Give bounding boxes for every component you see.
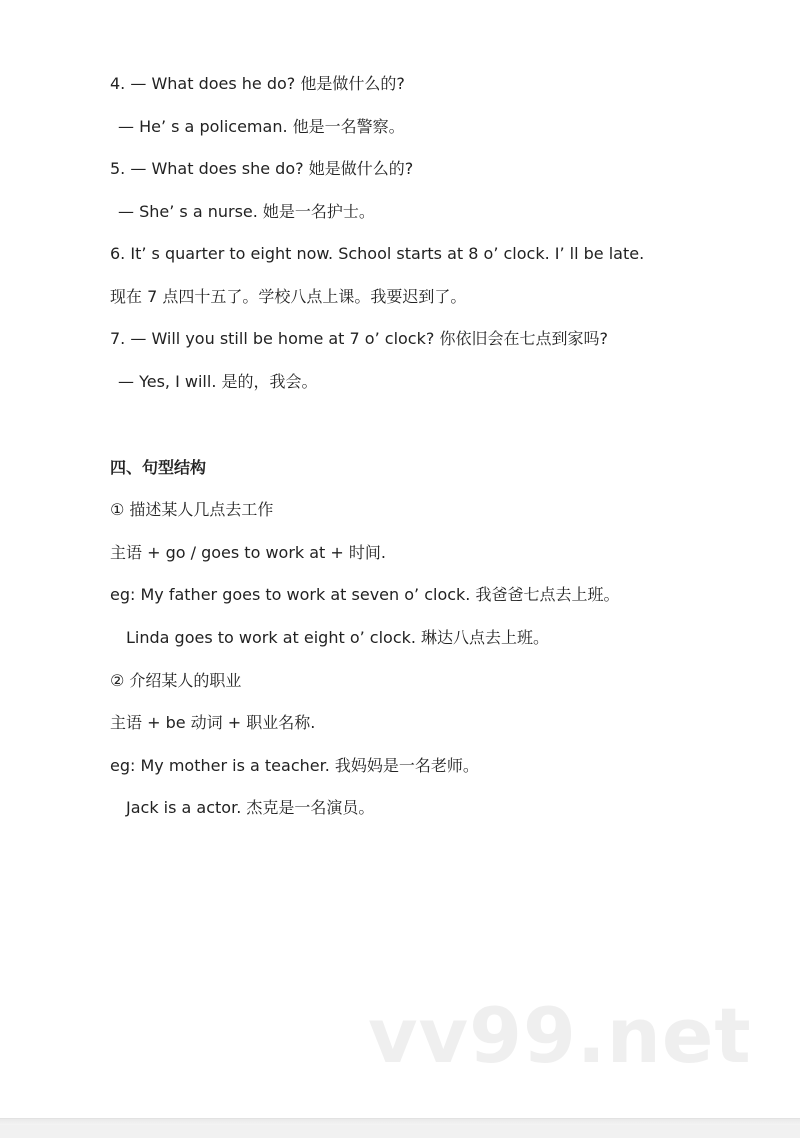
pattern-2-example-2: Jack is a actor. 杰克是一名演员。 [126,798,375,817]
pattern-1-title: ① 描述某人几点去工作 [110,500,274,519]
dialogue-line-4-answer: — He’ s a policeman. 他是一名警察。 [118,117,405,136]
pattern-1-example-1: eg: My father goes to work at seven o’ clock. 我爸爸七点去上班。 [110,585,620,604]
pattern-2-example-1: eg: My mother is a teacher. 我妈妈是一名老师。 [110,756,479,775]
dialogue-line-7-answer: — Yes, I will. 是的，我会。 [118,372,318,391]
dialogue-line-5-answer: — She’ s a nurse. 她是一名护士。 [118,202,375,221]
dialogue-line-5-question: 5. — What does she do? 她是做什么的? [110,159,414,178]
pattern-2-title: ② 介绍某人的职业 [110,671,242,690]
dialogue-line-4-question: 4. — What does he do? 他是做什么的? [110,74,405,93]
page-bottom-edge [0,1118,800,1138]
sentence-6-english: 6. It’ s quarter to eight now. School starts at 8 o’ clock. I’ ll be late. [110,244,645,263]
pattern-1-example-2: Linda goes to work at eight o’ clock. 琳达八点去上班。 [126,628,550,647]
dialogue-line-7-question: 7. — Will you still be home at 7 o’ clock? 你依旧会在七点到家吗? [110,329,608,348]
watermark: vv99.net [368,991,752,1080]
sentence-6-chinese: 现在 7 点四十五了。学校八点上课。我要迟到了。 [110,287,467,306]
pattern-2-formula: 主语 + be 动词 + 职业名称. [110,713,316,732]
pattern-1-formula: 主语 + go / goes to work at + 时间. [110,543,386,562]
page-edge-shade [0,1119,800,1125]
section-heading: 四、句型结构 [110,458,207,477]
